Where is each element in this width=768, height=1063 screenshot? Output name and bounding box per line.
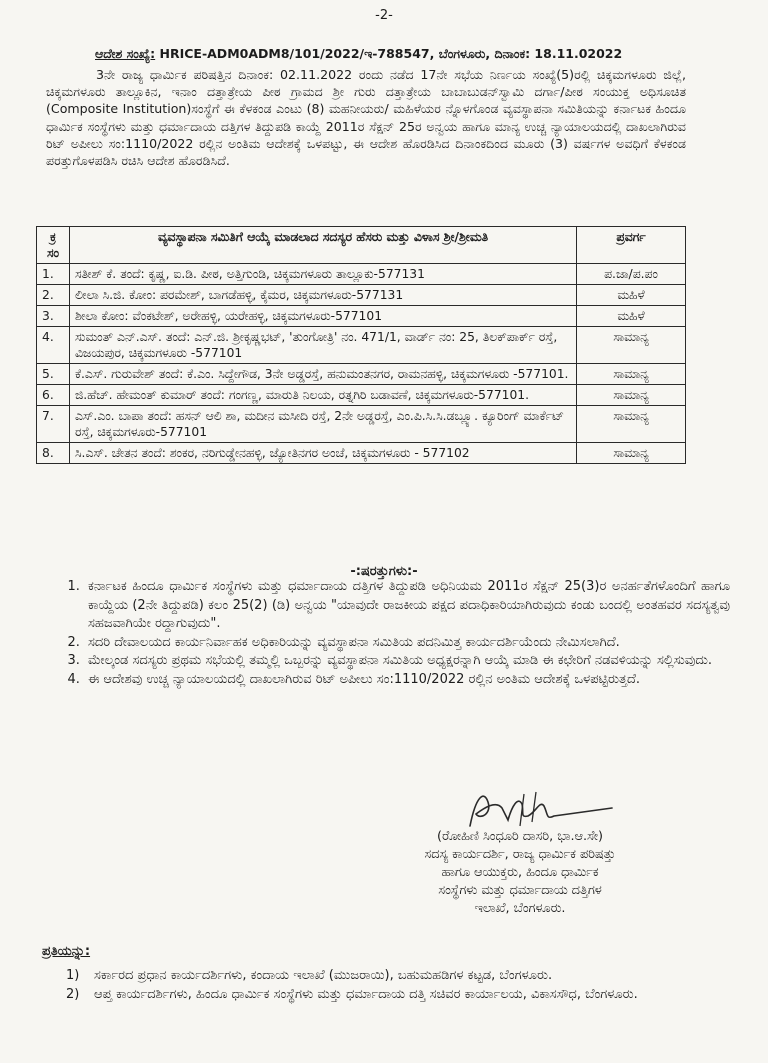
- copy-number: 1): [66, 968, 80, 983]
- cell-category: ಪ.ಜಾ/ಪ.ಪಂ: [577, 264, 686, 285]
- copy-to-title: ಪ್ರತಿಯನ್ನು:: [42, 944, 91, 959]
- cell-category: ಸಾಮಾನ್ಯ: [577, 443, 686, 464]
- condition-item: 3. ಮೇಲ್ಕಂಡ ಸದಸ್ಯರು ಪ್ರಥಮ ಸಭೆಯಲ್ಲಿ ತಮ್ಮಲ್ಲಿ ಒಬ್ಬರನ್ನು ವ್ಯವಸ್ಥಾಪನಾ ಸಮಿತಿಯ ಅಧ್ಯಕ್ಷರನ್ನಾಗಿ ಆಯ್ಕೆ ಮಾಡಿ ಈ ಕಛೇರಿಗೆ ನಡವಳಿಯನ್ನು ಸಲ್ಲಿಸುವುದು.: [84, 652, 730, 671]
- cell-sl: 4.: [37, 327, 70, 364]
- cell-name: ಸಿ.ಎಸ್. ಚೇತನ ತಂದೆ: ಶಂಕರ, ನರಿಗುಡ್ಡೇನಹಳ್ಳಿ, ಜ್ಯೋತಿನಗರ ಅಂಚೆ, ಚಿಕ್ಕಮಗಳೂರು - 577102: [70, 443, 577, 464]
- cell-category: ಸಾಮಾನ್ಯ: [577, 406, 686, 443]
- copy-item: [66, 966, 724, 985]
- table-row: [37, 385, 686, 406]
- cell-category: ಮಹಿಳೆ: [577, 285, 686, 306]
- order-ref: HRICE-ADM0ADM8/101/2022/ಇ-788547, ಬೆಂಗಳೂರು, ದಿನಾಂಕ: 18.11.02022: [159, 46, 623, 61]
- cell-sl: 5.: [37, 364, 70, 385]
- table-header-row: [37, 227, 686, 264]
- signatory-name: (ರೋಹಿಣಿ ಸಿಂಧೂರಿ ದಾಸರಿ, ಭಾ.ಆ.ಸೇ): [436, 829, 604, 844]
- order-label: ಆದೇಶ ಸಂಖ್ಯೆ:: [95, 46, 156, 61]
- table-row: [37, 285, 686, 306]
- intro-text: 3ನೇ ರಾಜ್ಯ ಧಾರ್ಮಿಕ ಪರಿಷತ್ತಿನ ದಿನಾಂಕ: 02.11.2022 ರಂದು ನಡೆದ 17ನೇ ಸಭೆಯ ನಿರ್ಣಯ ಸಂಖ್ಯೆ(5)ರಲ್ಲಿ ಚಿಕ್ಕಮಗಳೂರು ಜಿಲ್ಲೆ, ಚಿಕ್ಕಮಗಳೂರು ತಾಲ್ಲೂಕಿನ, ಇನಾಂ ದತ್ತಾತ್ರೇಯ ಪೀಠ ಗ್ರಾಮದ ಶ್ರೀ ಗುರು ದತ್ತಾತ್ರೇಯ ಬಾಬಾಬುಡನ್‌ಸ್ವಾಮಿ ದರ್ಗಾ/ಪೀಠ ಸಂಯುಕ್ತ ಅಧಿಸೂಚಿತ (Composite Institution)ಸಂಸ್ಥೆಗೆ ಈ ಕೆಳಕಂಡ ಎಂಟು (8) ಮಹನೀಯರು/ ಮಹಿಳೆಯರ ನ್ನೊಳಗೊಂಡ ವ್ಯವಸ್ಥಾಪನಾ ಸಮಿತಿಯನ್ನು ಕರ್ನಾಟಕ ಹಿಂದೂ ಧಾರ್ಮಿಕ ಸಂಸ್ಥೆಗಳು ಮತ್ತು ಧರ್ಮಾದಾಯ ದತ್ತಿಗಳ ತಿದ್ದುಪಡಿ ಕಾಯ್ದೆ 2011ರ ಸೆಕ್ಷನ್ 25ರ ಅನ್ವಯ ಹಾಗೂ ಮಾನ್ಯ ಉಚ್ಚ ನ್ಯಾಯಾಲಯದಲ್ಲಿ ದಾಖಲಾಗಿರುವ ರಿಟ್ ಅಪೀಲು ಸಂ:1110/2022 ರಲ್ಲಿನ ಅಂತಿಮ ಆದೇಶಕ್ಕೆ ಒಳಪಟ್ಟು, ಈ ಆದೇಶ ಹೊರಡಿಸಿದ ದಿನಾಂಕದಿಂದ ಮೂರು (3) ವರ್ಷಗಳ ಅವಧಿಗೆ ಕೆಳಕಂಡ ಪರತ್ತುಗೊಳಪಡಿಸಿ ರಚಿಸಿ ಆದೇಶ ಹೊರಡಿಸಿದೆ.: [46, 67, 686, 169]
- cell-sl: 7.: [37, 406, 70, 443]
- conditions-list: [42, 578, 730, 689]
- cell-name: ಎಸ್.ಎಂ. ಬಾಪಾ ತಂದೆ: ಹಸನ್ ಆಲಿ ಶಾ, ಮದೀನ ಮಸೀದಿ ರಸ್ತೆ, 2ನೇ ಅಡ್ಡರಸ್ತೆ, ಎಂ.ಪಿ.ಸಿ.ಸಿ.ಡಬ್ಲ್ಯೂ. ಕ್ಯೂರಿಂಗ್ ಮಾರ್ಕೆಟ್ ರಸ್ತೆ, ಚಿಕ್ಕಮಗಳೂರು-577101: [70, 406, 577, 443]
- signatory-designation-2: ಹಾಗೂ ಆಯುಕ್ತರು, ಹಿಂದೂ ಧಾರ್ಮಿಕ: [441, 865, 599, 880]
- cell-sl: 2.: [37, 285, 70, 306]
- copy-to-list: [66, 966, 724, 1004]
- table-row: [37, 327, 686, 364]
- header-category: ಪ್ರವರ್ಗ: [577, 227, 686, 264]
- condition-item: 1. ಕರ್ನಾಟಕ ಹಿಂದೂ ಧಾರ್ಮಿಕ ಸಂಸ್ಥೆಗಳು ಮತ್ತು ಧರ್ಮಾದಾಯ ದತ್ತಿಗಳ ತಿದ್ದುಪಡಿ ಅಧಿನಿಯಮ 2011ರ ಸೆಕ್ಷನ್ 25(3)ರ ಅನರ್ಹತೆಗಳೊಂದಿಗೆ ಹಾಗೂ ಕಾಯ್ದೆಯ (2ನೇ ತಿದ್ದುಪಡಿ) ಕಲಂ 25(2) (ಡಿ) ಅನ್ವಯ "ಯಾವುದೇ ರಾಜಕೀಯ ಪಕ್ಷದ ಪದಾಧಿಕಾರಿಯಾಗಿರುವುದು ಕಂಡು ಬಂದಲ್ಲಿ ಅಂತಹವರ ಸದಸ್ಯತ್ವವು ಸಹಜವಾಗಿಯೇ ರದ್ದಾಗುವುದು".: [84, 578, 730, 634]
- intro-paragraph: [46, 66, 686, 169]
- cell-category: ಸಾಮಾನ್ಯ: [577, 327, 686, 364]
- copy-number: 2): [66, 987, 80, 1002]
- cell-name: ಜಿ.ಹೆಚ್. ಹೇಮಂತ್ ಕುಮಾರ್ ತಂದೆ: ಗಂಗಣ್ಣ, ಮಾರುತಿ ನಿಲಯ, ರತ್ನಗಿರಿ ಬಡಾವಣೆ, ಚಿಕ್ಕಮಗಳೂರು-577101.: [70, 385, 577, 406]
- condition-item: 4. ಈ ಆದೇಶವು ಉಚ್ಚ ನ್ಯಾಯಾಲಯದಲ್ಲಿ ದಾಖಲಾಗಿರುವ ರಿಟ್ ಅಪೀಲು ಸಂ:1110/2022 ರಲ್ಲಿನ ಅಂತಿಮ ಆದೇಶಕ್ಕೆ ಒಳಪಟ್ಟಿರುತ್ತದೆ.: [84, 671, 730, 690]
- cell-sl: 1.: [37, 264, 70, 285]
- cell-category: ಸಾಮಾನ್ಯ: [577, 385, 686, 406]
- cell-sl: 6.: [37, 385, 70, 406]
- table-row: [37, 264, 686, 285]
- copy-text: ಆಪ್ತ ಕಾರ್ಯದರ್ಶಿಗಳು, ಹಿಂದೂ ಧಾರ್ಮಿಕ ಸಂಸ್ಥೆಗಳು ಮತ್ತು ಧರ್ಮಾದಾಯ ದತ್ತಿ ಸಚಿವರ ಕಾರ್ಯಾಲಯ, ವಿಕಾಸಸೌಧ, ಬೆಂಗಳೂರು.: [94, 987, 638, 1002]
- cell-name: ಸತೀಶ್ ಕೆ. ತಂದೆ: ಕೃಷ್ಣ, ಐ.ಡಿ. ಪೀಠ, ಅತ್ತಿಗುಂಡಿ, ಚಿಕ್ಕಮಗಳೂರು ತಾಲ್ಲೂಕು-577131: [70, 264, 577, 285]
- signatory-designation-4: ಇಲಾಖೆ, ಬೆಂಗಳೂರು.: [474, 901, 566, 916]
- condition-item: 2. ಸದರಿ ದೇವಾಲಯದ ಕಾರ್ಯನಿರ್ವಾಹಕ ಅಧಿಕಾರಿಯನ್ನು ವ್ಯವಸ್ಥಾಪನಾ ಸಮಿತಿಯ ಪದನಿಮಿತ್ತ ಕಾರ್ಯದರ್ಶಿಯೆಂದು ನೇಮಿಸಲಾಗಿದೆ.: [84, 634, 730, 653]
- header-sl: ಕ್ರ ಸಂ: [37, 227, 70, 264]
- cell-category: ಮಹಿಳೆ: [577, 306, 686, 327]
- copy-item: [66, 985, 724, 1004]
- page-number: -2-: [375, 8, 393, 23]
- signatory-designation-3: ಸಂಸ್ಥೆಗಳು ಮತ್ತು ಧರ್ಮಾದಾಯ ದತ್ತಿಗಳ: [438, 883, 602, 898]
- handwritten-signature: [462, 786, 622, 834]
- cell-name: ಶೀಲಾ ಕೋಂ: ವೆಂಕಟೇಶ್, ಅರೇಹಳ್ಳಿ, ಯರೇಹಳ್ಳಿ, ಚಿಕ್ಕಮಗಳೂರು-577101: [70, 306, 577, 327]
- table-row: [37, 364, 686, 385]
- members-table: [36, 226, 686, 464]
- cell-name: ಕೆ.ಎಸ್. ಗುರುವೇಶ್ ತಂದೆ: ಕೆ.ಎಂ. ಸಿದ್ದೇಗೌಡ, 3ನೇ ಅಡ್ಡರಸ್ತೆ, ಹನುಮಂತನಗರ, ರಾಮನಹಳ್ಳಿ, ಚಿಕ್ಕಮಗಳೂರು -577101.: [70, 364, 577, 385]
- table-row: [37, 306, 686, 327]
- conditions-title: -:ಷರತ್ತುಗಳು:-: [350, 564, 418, 579]
- table-row: [37, 406, 686, 443]
- copy-text: ಸರ್ಕಾರದ ಪ್ರಧಾನ ಕಾರ್ಯದರ್ಶಿಗಳು, ಕಂದಾಯ ಇಲಾಖೆ (ಮುಜರಾಯಿ), ಬಹುಮಹಡಿಗಳ ಕಟ್ಟಡ, ಬೆಂಗಳೂರು.: [94, 968, 553, 983]
- signatory-designation-1: ಸದಸ್ಯ ಕಾರ್ಯದರ್ಶಿ, ರಾಜ್ಯ ಧಾರ್ಮಿಕ ಪರಿಷತ್ತು: [424, 847, 616, 862]
- cell-name: ಲೀಲಾ ಸಿ.ಜಿ. ಕೋಂ: ಪರಮೇಶ್, ಬಾಗಡೆಹಳ್ಳಿ, ಕೈಮರ, ಚಿಕ್ಕಮಗಳೂರು-577131: [70, 285, 577, 306]
- signature-block: [340, 828, 700, 918]
- cell-category: ಸಾಮಾನ್ಯ: [577, 364, 686, 385]
- cell-name: ಸುಮಂತ್ ಎನ್.ಎಸ್. ತಂದೆ: ಎನ್.ಜಿ. ಶ್ರೀಕೃಷ್ಣಭಟ್, 'ತುಂಗೋತ್ರಿ' ನಂ. 471/1, ವಾರ್ಡ್ ನಂ: 25, ತಿಲಕ್‌ಪಾರ್ಕ್ ರಸ್ತೆ, ವಿಜಯಪುರ, ಚಿಕ್ಕಮಗಳೂರು -577101: [70, 327, 577, 364]
- header-name: ವ್ಯವಸ್ಥಾಪನಾ ಸಮಿತಿಗೆ ಆಯ್ಕೆ ಮಾಡಲಾದ ಸದಸ್ಯರ ಹೆಸರು ಮತ್ತು ವಿಳಾಸ ಶ್ರೀ/ಶ್ರೀಮತಿ: [70, 227, 577, 264]
- cell-sl: 8.: [37, 443, 70, 464]
- table-row: [37, 443, 686, 464]
- cell-sl: 3.: [37, 306, 70, 327]
- order-reference: [95, 46, 695, 62]
